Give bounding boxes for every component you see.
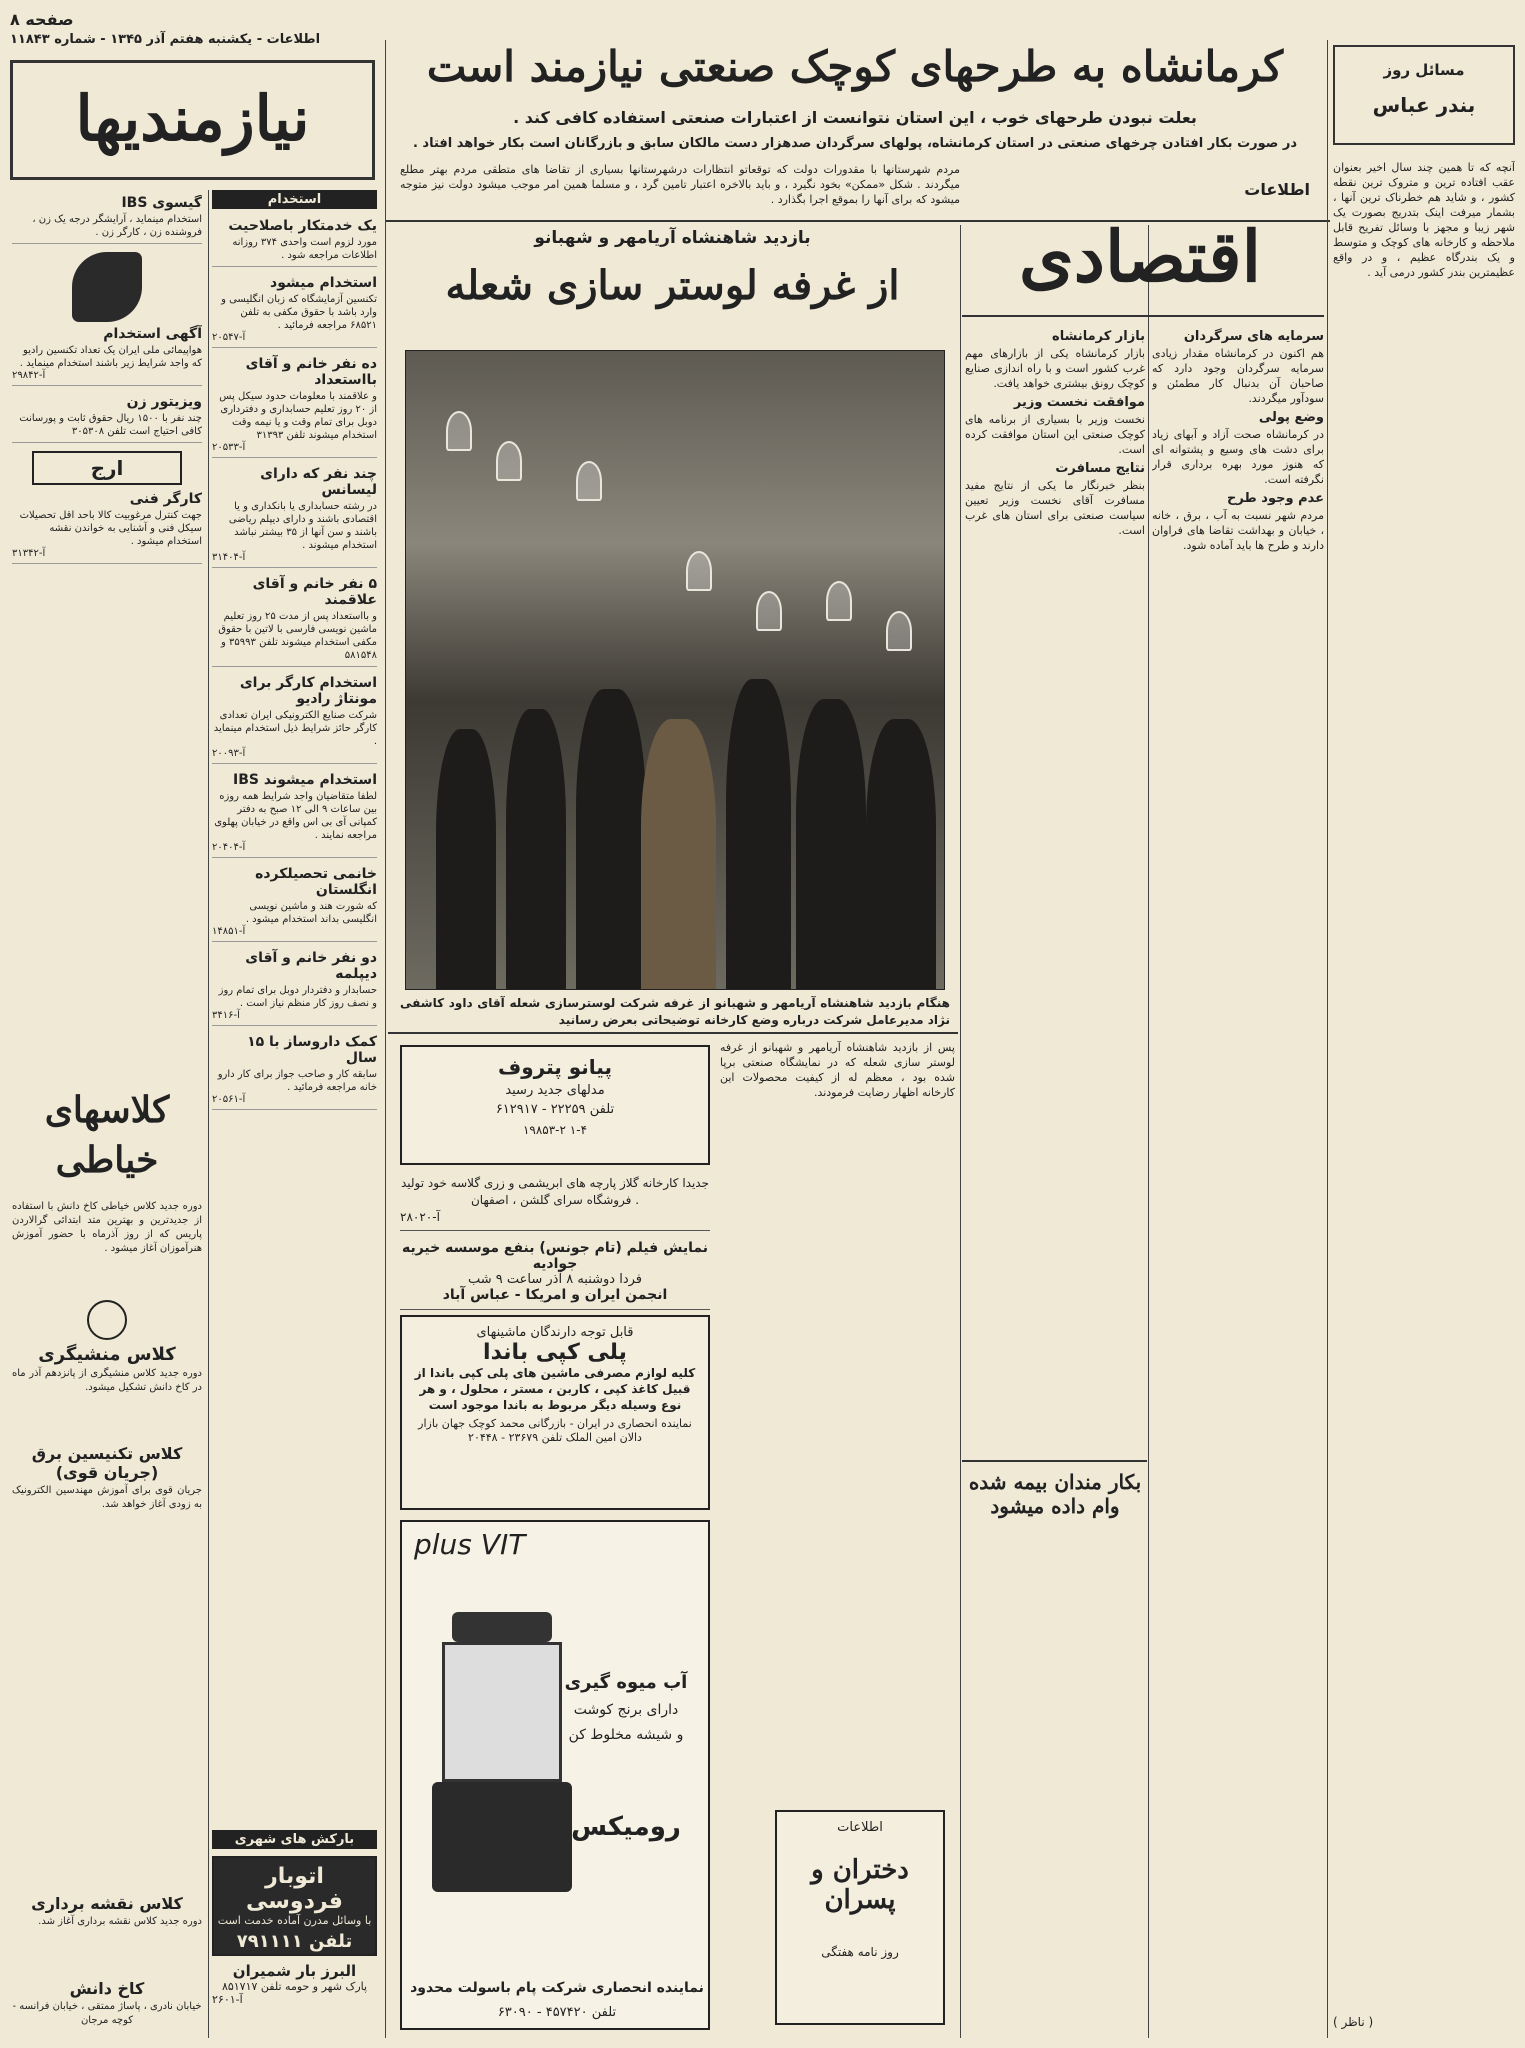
classified-title: استخدام میشود [270,275,377,291]
ad-electric-text: جریان قوی برای آموزش مهندسین الکترونیک به زودی آغاز خواهد شد. [12,1485,202,1510]
ad-taxi-label: بارکش های شهری [212,1830,377,1849]
divider-2 [1148,225,1149,2038]
classified-ad [212,675,377,764]
econ-text: مردم شهر نسبت به آب ، برق ، خانه ، خیابان و بهداشت تقاضا های فراوان دارند و طرح ها باید آماده شود. [1152,509,1324,552]
main-intro: مردم شهرستانها با مقدورات دولت که توقعاتو انتظارات درشهرستانها بسیاری از تقاضا های متطقی مردم بهتر مطلع میگردند . شکل «ممکن» بخود نگیرد ، و باید بالاخره اعتبار تامین گرد ، و مسلما همین امر موجب میشود دولت نیز متوجه میشود که برای آنها را بموقع اجرا بگذارد . [400,163,960,206]
classified-text: هواپیمائی ملی ایران یک تعداد تکنسین رادیو که واجد شرایط زیر باشند استخدام مینماید . [19,345,202,369]
ad-secretary [12,1300,202,1395]
ad-film-title: نمایش فیلم (تام جونس) بنفع موسسه خیریه جوادیه [401,1240,709,1272]
classified-code: آ-۱۴۸۵۱ [212,926,246,937]
classified-ad [212,356,377,458]
column-signature: ( ناظر ) [1333,2015,1374,2029]
ad-piano [400,1045,710,1165]
divider-4 [385,40,386,2038]
classified-code: آ-۲۰۵۶۱ [212,1094,246,1105]
classified-text: شرکت صنایع الکترونیکی ایران تعدادی کارگر حائز شرایط ذیل استخدام مینماید . [213,710,377,747]
ad-alborz [212,1962,377,2006]
chandelier-icon [576,461,602,501]
arj-logo: ارج [32,451,182,485]
ad-film-line: فردا دوشنبه ۸ آذر ساعت ۹ شب [467,1272,643,1287]
ad-plusvit [400,1520,710,2030]
classified-title: استخدام میشوند IBS [233,772,377,788]
divider-1 [1327,40,1328,2038]
classified-title: آگهی استخدام [103,326,202,342]
ad-taxi-phone: تلفن ۷۹۱۱۱۱ [236,1931,353,1952]
visit-kicker: بازدید شاهنشاه آریامهر و شهبانو [534,228,811,248]
ad-piano-code: ۱-۴ ۱۹۸۵۳-۲ [522,1123,588,1137]
classified-title: استخدام کارگر برای مونتاژ رادیو [239,675,377,707]
ad-film-venue: انجمن ایران و امریکا - عباس آباد [442,1287,668,1303]
classified-text: که شورت هند و ماشین نویسی انگلیسی بداند استخدام میشود . [245,901,377,925]
classified-ad [212,275,377,348]
section-title-box [10,60,375,180]
main-headline: کرمانشاه به طرحهای کوچک صنعتی نیازمند است [426,42,1284,91]
date-line: اطلاعات - یکشنبه هفتم آذر ۱۳۴۵ - شماره ۱۱۸۴۳ [10,32,321,47]
econ-text: در کرمانشاه صحت آزاد و آبهای زیاد برای دشت های وسیع و پشتوانه ای که هنوز مورد بهره برداری قرار نگرفته است. [1152,428,1324,486]
classified-text: چند نفر با ۱۵۰۰ ریال حقوق ثابت و پورسانت کافی احتیاج است تلفن ۳۰۵۳۰۸ [19,413,202,437]
classified-code: آ-۲۰۴۰۴ [212,842,246,853]
person-figure [796,699,866,989]
ad-fabric-code: آ-۲۸۰۲۰ [400,1210,440,1224]
classified-text: در رشته حسابداری یا بانکداری و یا اقتصادی باشند و دارای دیپلم ریاضی باشند و سن آنها از ۳۵ بیشتر نباشد استخدام میشوند . [228,501,377,551]
econ-text: بنظر خبرنگار ما یکی از نتایج مفید مسافرت آقای نخست وزیر تعیین سیاست صنعتی برای استان های غرب است. [965,479,1145,537]
person-figure [436,729,496,989]
classifieds-col2 [12,195,202,1075]
column-subtitle: بندر عباس [1372,93,1476,117]
econ-heading: وضع پولی [1258,410,1324,425]
ad-alborz-text: پارک شهر و حومه تلفن ۸۵۱۷۱۷ [221,1980,368,1993]
ad-plusvit-dealer: نماینده انحصاری شرکت پام باسولت محدود [410,1980,704,1996]
blender-icon [432,1612,572,1912]
chandelier-icon [826,581,852,621]
ad-alborz-title: البرز بار شمیران [232,1962,357,1980]
economy-title: اقتصادی [1018,215,1262,298]
ad-secretary-text: دوره جدید کلاس منشیگری از پانزدهم آذر ماه در کاخ دانش تشکیل میشود. [12,1368,202,1393]
section-title: نیازمندیها [75,82,310,155]
classified-ad [12,326,202,386]
classified-ad [212,466,377,568]
econ-heading: سرمایه های سرگردان [1183,329,1324,344]
airline-logo-icon [72,252,142,322]
classified-ad [12,491,202,564]
chandelier-icon [446,411,472,451]
chandelier-icon [756,591,782,631]
person-figure [726,679,791,989]
econ-heading: بازار کرمانشاه [1052,329,1145,344]
column-title: مسائل روز [1383,61,1465,79]
ad-piano-title: پیانو پتروف [498,1055,612,1079]
classified-text: حسابدار و دفتردار دوبل برای تمام روز و نصف روز کار منظم نیاز است . [218,985,377,1009]
ad-fabric-text: جدیدا کارخانه گلاز پارچه های ابریشمی و زری گلاسه خود تولید . فروشگاه سرای گلشن ، اصفهان [400,1176,710,1207]
chandelier-icon [886,611,912,651]
econ-section [1152,329,1324,406]
main-subhead-1: بعلت نبودن طرحهای خوب ، این استان نتوانست از اعتبارات صنعتی استفاده کافی کند . [513,108,1197,127]
classified-code: آ-۲۰۵۳۳ [212,442,246,453]
ad-plusvit-brand: plus VIT [414,1528,526,1561]
person-figure [576,689,646,989]
economy-box-rule [962,1460,1147,1462]
ad-kayhan-title: دختران و پسران [811,1855,909,1915]
classified-title: کمک داروساز با ۱۵ سال [247,1034,377,1066]
visit-headline: از غرفه لوستر سازی شعله [445,262,900,309]
ad-copier [400,1315,710,1510]
economy-box-title: بکار مندان بیمه شده وام داده میشود [968,1470,1142,1518]
classified-title: ۵ نفر خانم و آقای علاقمند [252,576,377,608]
chandelier-icon [686,551,712,591]
visit-rule [388,1032,958,1034]
classified-ad [12,394,202,443]
econ-text: بازار کرمانشاه یکی از بازارهای مهم غرب کشور است و با راه اندازی صنایع کوچک رونق بیشتری خواهد یافت. [965,347,1145,390]
classified-ad [212,866,377,942]
classified-text: و علاقمند با معلومات حدود سیکل پس از ۲۰ روز تعلیم حسابداری و دفترداری دوبل برای تمام وقت و یا نیمه وقت استخدام میشوند تلفن ۳۱۳۹۳ [219,391,377,441]
ad-electric-title: کلاس تکنیسین برق (جریان قوی) [31,1444,183,1482]
classified-title: کارگر فنی [129,491,202,507]
ad-taxi-title: اتوبار فردوسی [246,1864,343,1914]
ad-fabric [400,1175,710,1231]
classified-text: استخدام مینماید ، آرایشگر درجه یک زن ، فروشنده زن ، کارگر زن . [32,214,202,238]
classified-code: آ-۲۰۵۴۷ [212,332,246,343]
econ-section [965,461,1145,538]
classified-title: ویزیتور زن [126,394,202,410]
economy-label: اطلاعات [1244,180,1310,199]
ad-drafting [12,1890,202,1929]
classified-title: گیسوی IBS [121,195,202,211]
ad-kayhan-label: اطلاعات [837,1820,883,1835]
ad-secretary-title: کلاس منشیگری [38,1344,176,1365]
ad-drafting-text: دوره جدید کلاس نقشه برداری آغاز شد. [38,1916,202,1927]
classified-code: آ-۳۱۴۰۴ [212,552,246,563]
classified-text: تکنسین آزمایشگاه که زبان انگلیسی و وارد باشد با حقوق مکفی به تلفن ۶۸۵۲۱ مراجعه فرمائید . [221,294,377,331]
classified-ad [212,1034,377,1110]
classified-ad [212,772,377,858]
ad-film [400,1240,710,1310]
classified-code: آ-۳۱۳۴۲ [12,548,46,559]
ad-copier-contact: نماینده انحصاری در ایران - بازرگانی محمد کوچک جهان بازار دالان امین الملک تلفن ۲۳۶۷۹ - ۲۰۴۴۸ [418,1417,692,1444]
page-label: صفحه ۸ [10,10,74,29]
econ-heading: نتایج مسافرت [1055,461,1145,476]
classified-title: دو نفر خانم و آقای دیپلمه [245,950,377,982]
person-figure [866,719,936,989]
classified-text: مورد لزوم است واحدی ۳۷۴ روزانه اطلاعات مراجعه شود . [232,237,377,261]
classified-ad [212,576,377,667]
classifieds-col1 [212,218,377,1818]
classified-code: آ-۲۹۸۴۲ [12,370,46,381]
ad-plusvit-slogan3: و شیشه مخلوط کن [568,1727,684,1743]
chandelier-icon [496,441,522,481]
ad-taxi [212,1856,377,1956]
ad-copier-kicker: قابل توجه دارندگان ماشینهای [476,1325,634,1340]
economy-col-right [1152,325,1324,2005]
person-figure [641,719,716,989]
ad-taxi-line: با وسائل مدرن آماده خدمت است [217,1914,372,1927]
ad-copier-title: پلی کپی باندا [483,1340,627,1365]
classified-title: ده نفر خانم و آقای بااستعداد [245,356,377,388]
ad-plusvit-slogan2: دارای برنج کوشت [573,1702,679,1718]
econ-heading: موافقت نخست وزیر [1013,395,1145,410]
column-title-box [1333,45,1515,145]
classified-text: لطفا متقاضیان واجد شرایط همه روزه بین ساعات ۹ الی ۱۲ صبح به دفتر کمپانی آی بی اس واقع در خیابان پهلوی مراجعه نمایند . [214,791,377,841]
ad-sewing-text: دوره جدید کلاس خیاطی کاخ دانش با استفاده از جدیدترین و بهترین متد ابتدائی گرالاردن پاریس که از روز آذرماه با حضور آموزش هنرآموزان آغاز میشود . [12,1201,202,1254]
visit-caption: هنگام بازدید شاهنشاه آریامهر و شهبانو از غرفه شرکت لوسترسازی شعله آقای داود کاشفی نژاد مدیرعامل شرکت درباره وضع کارخانه توضیحاتی بعرض رسانید [400,996,950,1027]
ad-piano-phone: تلفن ۲۲۲۵۹ - ۶۱۲۹۱۷ [495,1102,615,1117]
econ-text: نخست وزیر با بسیاری از برنامه های کوچک صنعتی این استان موافقت کرده است. [965,413,1145,456]
employment-tab: استخدام [212,190,377,209]
ad-piano-line: مدلهای جدید رسید [505,1083,605,1098]
divider-5 [208,190,209,2038]
classified-ad [212,950,377,1026]
econ-section [965,395,1145,457]
classified-ad [12,195,202,244]
classified-text: سابقه کار و صاحب جواز برای کار دارو خانه مراجعه فرمائید . [217,1069,377,1093]
ad-plusvit-slogan1: آب میوه گیری [564,1672,688,1693]
econ-section [965,329,1145,391]
person-figure [506,709,566,989]
column-body: آنچه که تا همین چند سال اخیر بعنوان عقب افتاده ترین و متروک ترین نقطه کشور ، و شاید هم خطرناک ترین آنها ، بشمار میرفت اینک بتدریج بصورت یک شهر زیبا و مجهز با وسائل تفریح قابل ملاحظه و کارخانه های کوچک و متوسط و یک بندرگاه عظیم ، و در واقع عظیمترین بندر کشور درمی آید . [1333,161,1515,279]
ad-kakh-title: کاخ دانش [69,1979,145,1998]
ad-plusvit-model: رومیکس [571,1812,681,1842]
main-subhead-2: در صورت بکار افتادن چرخهای صنعتی در استان کرمانشاه، پولهای سرگردان صدهزار دست مالکان سابق و بازرگانان است بکار خواهد افتاد . [412,136,1298,151]
ad-kayhan-line: روز نامه هفتگی [821,1945,899,1959]
classified-text: و بااستعداد پس از مدت ۲۵ روز تعلیم ماشین نویسی فارسی با لاتین با حقوق مکفی استخدام میشوند تلفن ۳۵۹۹۳ و ۵۸۱۵۴۸ [218,611,377,661]
ad-copier-text: کلیه لوازم مصرفی ماشین های پلی کپی باندا از قبیل کاغذ کپی ، کاربن ، مستر ، محلول ، و هر نوع وسیله دیگر مربوط به باندا موجود است [414,1366,696,1412]
divider-3 [960,225,961,2038]
econ-section [1152,410,1324,487]
ad-kayhan [775,1810,945,2025]
classified-ad [212,218,377,267]
ad-drafting-title: کلاس نقشه برداری [31,1894,183,1913]
ad-electric [12,1440,202,1512]
econ-heading: عدم وجود طرح [1227,491,1324,506]
ad-alborz-code: آ-۲۶۰۱ [212,1993,243,2006]
economy-rule [962,315,1324,317]
classified-title: یک خدمتکار باصلاحیت [228,218,377,234]
classified-title: چند نفر که دارای لیسانس [260,466,377,498]
ad-kakh-address: خیابان نادری ، پاساژ ممتقی ، خیابان فرانسه - کوچه مرجان [12,2001,202,2026]
ad-sewing-title: کلاسهای خیاطی [44,1089,170,1181]
bird-logo-icon [87,1300,127,1340]
ad-kakh [12,1975,202,2028]
ad-plusvit-phone: تلفن ۴۵۷۴۲۰ - ۶۳۰۹۰ [497,2005,617,2020]
classified-code: آ-۲۰۰۹۳ [212,748,246,759]
classified-text: جهت کنترل مرغوبیت کالا باحد اقل تحصیلات سیکل فنی و آشنایی به خواندن نقشه استخدام میشود . [19,510,202,547]
economy-col-left [965,325,1145,1805]
econ-text: هم اکنون در کرمانشاه مقدار زیادی سرمایه سرگردان وجود دارد که صاحبان آن بدنبال کار مطمئن و سودآور میگردند. [1152,347,1324,405]
visit-text: پس از بازدید شاهنشاه آریامهر و شهبانو از غرفه لوستر سازی شعله که در نمایشگاه صنعتی برپا شده بود ، معظم له از کیفیت محصولات این کارخانه اظهار رضایت فرمودند. [720,1041,955,1099]
visit-photo [405,350,945,990]
classified-code: آ-۳۴۱۶ [212,1010,240,1021]
classified-title: خانمی تحصیلکرده انگلستان [255,866,377,898]
econ-section [1152,491,1324,553]
